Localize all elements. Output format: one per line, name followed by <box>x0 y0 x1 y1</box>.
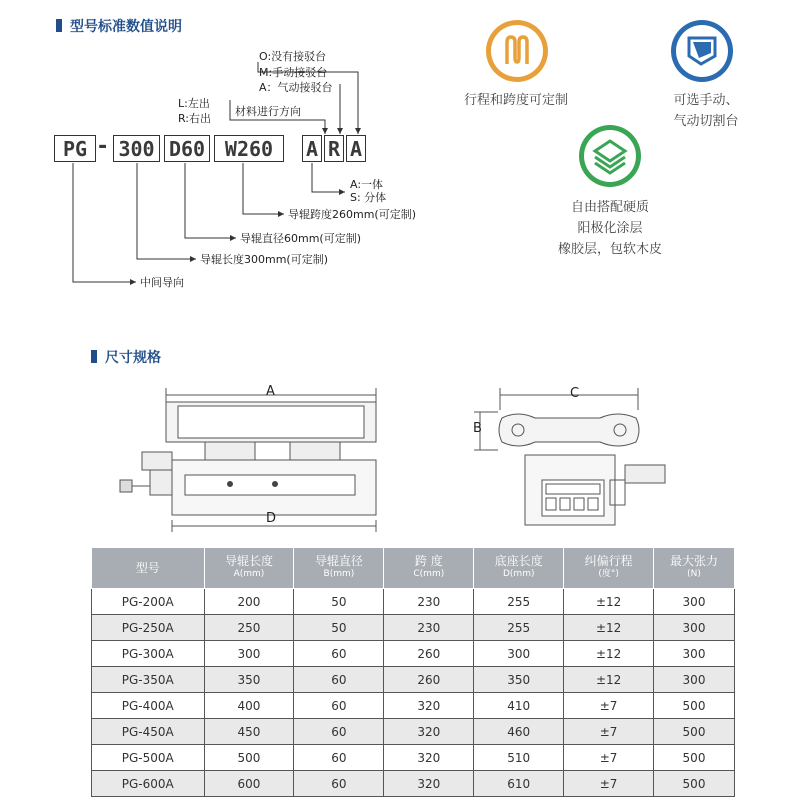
table-row <box>92 771 735 797</box>
table-cell: 600 <box>204 771 294 797</box>
feature-customizable: 行程和跨度可定制 <box>463 93 568 108</box>
table-header-cell <box>474 548 564 589</box>
table-cell: 320 <box>384 693 474 719</box>
table-cell: PG-250A <box>92 615 205 641</box>
header-main-label: 纠偏行程 <box>584 554 633 568</box>
table-cell: ±12 <box>564 667 654 693</box>
code-body-type: A <box>302 135 322 162</box>
annotation-material-direction: 材料进行方向 <box>235 105 301 118</box>
feature-layers-1: 自由搭配硬质 <box>570 200 649 215</box>
table-cell: 350 <box>474 667 564 693</box>
table-cell: PG-500A <box>92 745 205 771</box>
section-title-model: 型号标准数值说明 <box>56 16 182 36</box>
table-header-cell <box>294 548 384 589</box>
annotation-diameter: 导辊直径60mm(可定制) <box>240 232 362 245</box>
table-cell: 60 <box>294 745 384 771</box>
table-cell: ±7 <box>564 693 654 719</box>
table-cell: 255 <box>474 615 564 641</box>
side-view-drawing <box>470 380 670 540</box>
table-cell: 300 <box>654 641 735 667</box>
table-cell: 500 <box>654 719 735 745</box>
front-view-drawing <box>110 380 380 540</box>
table-cell: 400 <box>204 693 294 719</box>
table-cell: 60 <box>294 771 384 797</box>
table-cell: 200 <box>204 589 294 615</box>
table-cell: 510 <box>474 745 564 771</box>
spec-table <box>91 547 735 797</box>
header-unit-label: A(mm) <box>233 569 265 579</box>
table-cell: 250 <box>204 615 294 641</box>
table-cell: 230 <box>384 589 474 615</box>
table-cell: PG-300A <box>92 641 205 667</box>
table-header-cell <box>92 548 205 589</box>
header-main-label: 跨 度 <box>414 554 443 568</box>
dim-label-d: D <box>266 511 277 526</box>
table-cell: ±12 <box>564 641 654 667</box>
table-cell: 610 <box>474 771 564 797</box>
table-row <box>92 745 735 771</box>
table-cell: PG-600A <box>92 771 205 797</box>
table-cell: 500 <box>654 693 735 719</box>
table-cell: 300 <box>654 615 735 641</box>
header-unit-label: (度°) <box>598 569 619 579</box>
table-cell: 410 <box>474 693 564 719</box>
table-cell: 320 <box>384 719 474 745</box>
table-cell: 50 <box>294 615 384 641</box>
dim-label-b: B <box>473 421 482 436</box>
table-cell: 255 <box>474 589 564 615</box>
dim-label-a: A <box>266 384 275 399</box>
table-row <box>92 615 735 641</box>
table-cell: 320 <box>384 771 474 797</box>
header-main-label: 型号 <box>135 560 160 575</box>
table-cell: 500 <box>204 745 294 771</box>
table-cell: 460 <box>474 719 564 745</box>
section-title-dimensions: 尺寸规格 <box>91 347 161 367</box>
header-main-label: 导辊长度 <box>224 554 273 568</box>
roller-layers-icon <box>579 125 641 187</box>
feature-cutting-table-2: 气动切割台 <box>673 114 739 129</box>
code-length: 300 <box>113 135 160 162</box>
table-cell: PG-450A <box>92 719 205 745</box>
feature-cutting-table-1: 可选手动、 <box>673 93 739 108</box>
table-cell: 320 <box>384 745 474 771</box>
table-header-row <box>92 548 735 589</box>
table-row <box>92 589 735 615</box>
header-main-label: 底座长度 <box>494 554 543 568</box>
table-cell: PG-350A <box>92 667 205 693</box>
table-cell: 60 <box>294 641 384 667</box>
annotation-r: R:右出 <box>178 112 212 125</box>
table-row <box>92 719 735 745</box>
header-main-label: 最大张力 <box>670 554 719 568</box>
cutting-table-icon <box>671 20 733 82</box>
annotation-s-body: S: 分体 <box>350 191 387 204</box>
annotation-span: 导辊跨度260mm(可定制) <box>288 208 417 221</box>
feature-layers-2: 阳极化涂层 <box>577 221 643 236</box>
header-unit-label: D(mm) <box>502 569 535 579</box>
table-cell: 300 <box>474 641 564 667</box>
table-header-cell <box>204 548 294 589</box>
table-row <box>92 693 735 719</box>
table-header-cell <box>564 548 654 589</box>
feature-layers-3: 橡胶层，包软木皮 <box>557 242 662 257</box>
code-diameter: D60 <box>164 135 210 162</box>
table-cell: ±7 <box>564 719 654 745</box>
table-cell: 500 <box>654 771 735 797</box>
table-cell: 260 <box>384 641 474 667</box>
table-cell: 60 <box>294 693 384 719</box>
table-row <box>92 667 735 693</box>
code-dash: - <box>96 134 110 159</box>
table-cell: 60 <box>294 667 384 693</box>
code-table: A <box>346 135 366 162</box>
header-main-label: 导辊直径 <box>314 554 363 568</box>
table-cell: 350 <box>204 667 294 693</box>
code-pg: PG <box>54 135 96 162</box>
table-cell: ±12 <box>564 589 654 615</box>
table-cell: 230 <box>384 615 474 641</box>
code-direction: R <box>324 135 344 162</box>
header-unit-label: (N) <box>687 569 701 579</box>
annotation-length: 导辊长度300mm(可定制) <box>200 253 329 266</box>
annotation-a: A：气动接驳台 <box>259 81 333 94</box>
table-header-cell <box>384 548 474 589</box>
table-header-cell <box>654 548 735 589</box>
annotation-l: L:左出 <box>178 97 210 110</box>
annotation-o: O:没有接驳台 <box>259 50 327 63</box>
title-marker-2 <box>91 350 97 363</box>
customizable-stroke-icon <box>486 20 548 82</box>
table-cell: 60 <box>294 719 384 745</box>
table-cell: 260 <box>384 667 474 693</box>
table-row <box>92 641 735 667</box>
table-cell: 300 <box>204 641 294 667</box>
table-cell: 300 <box>654 589 735 615</box>
annotation-guide: 中间导向 <box>140 276 184 289</box>
header-unit-label: B(mm) <box>323 569 355 579</box>
table-cell: 450 <box>204 719 294 745</box>
annotation-m: M:手动接驳台 <box>259 66 328 79</box>
dim-label-c: C <box>570 386 580 401</box>
table-cell: 500 <box>654 745 735 771</box>
table-cell: PG-400A <box>92 693 205 719</box>
table-cell: ±12 <box>564 615 654 641</box>
header-unit-label: C(mm) <box>413 569 445 579</box>
table-body <box>92 589 735 797</box>
annotation-a-body: A:一体 <box>350 178 384 191</box>
table-cell: 50 <box>294 589 384 615</box>
table-cell: ±7 <box>564 745 654 771</box>
table-cell: PG-200A <box>92 589 205 615</box>
table-cell: ±7 <box>564 771 654 797</box>
table-cell: 300 <box>654 667 735 693</box>
code-span: W260 <box>214 135 284 162</box>
